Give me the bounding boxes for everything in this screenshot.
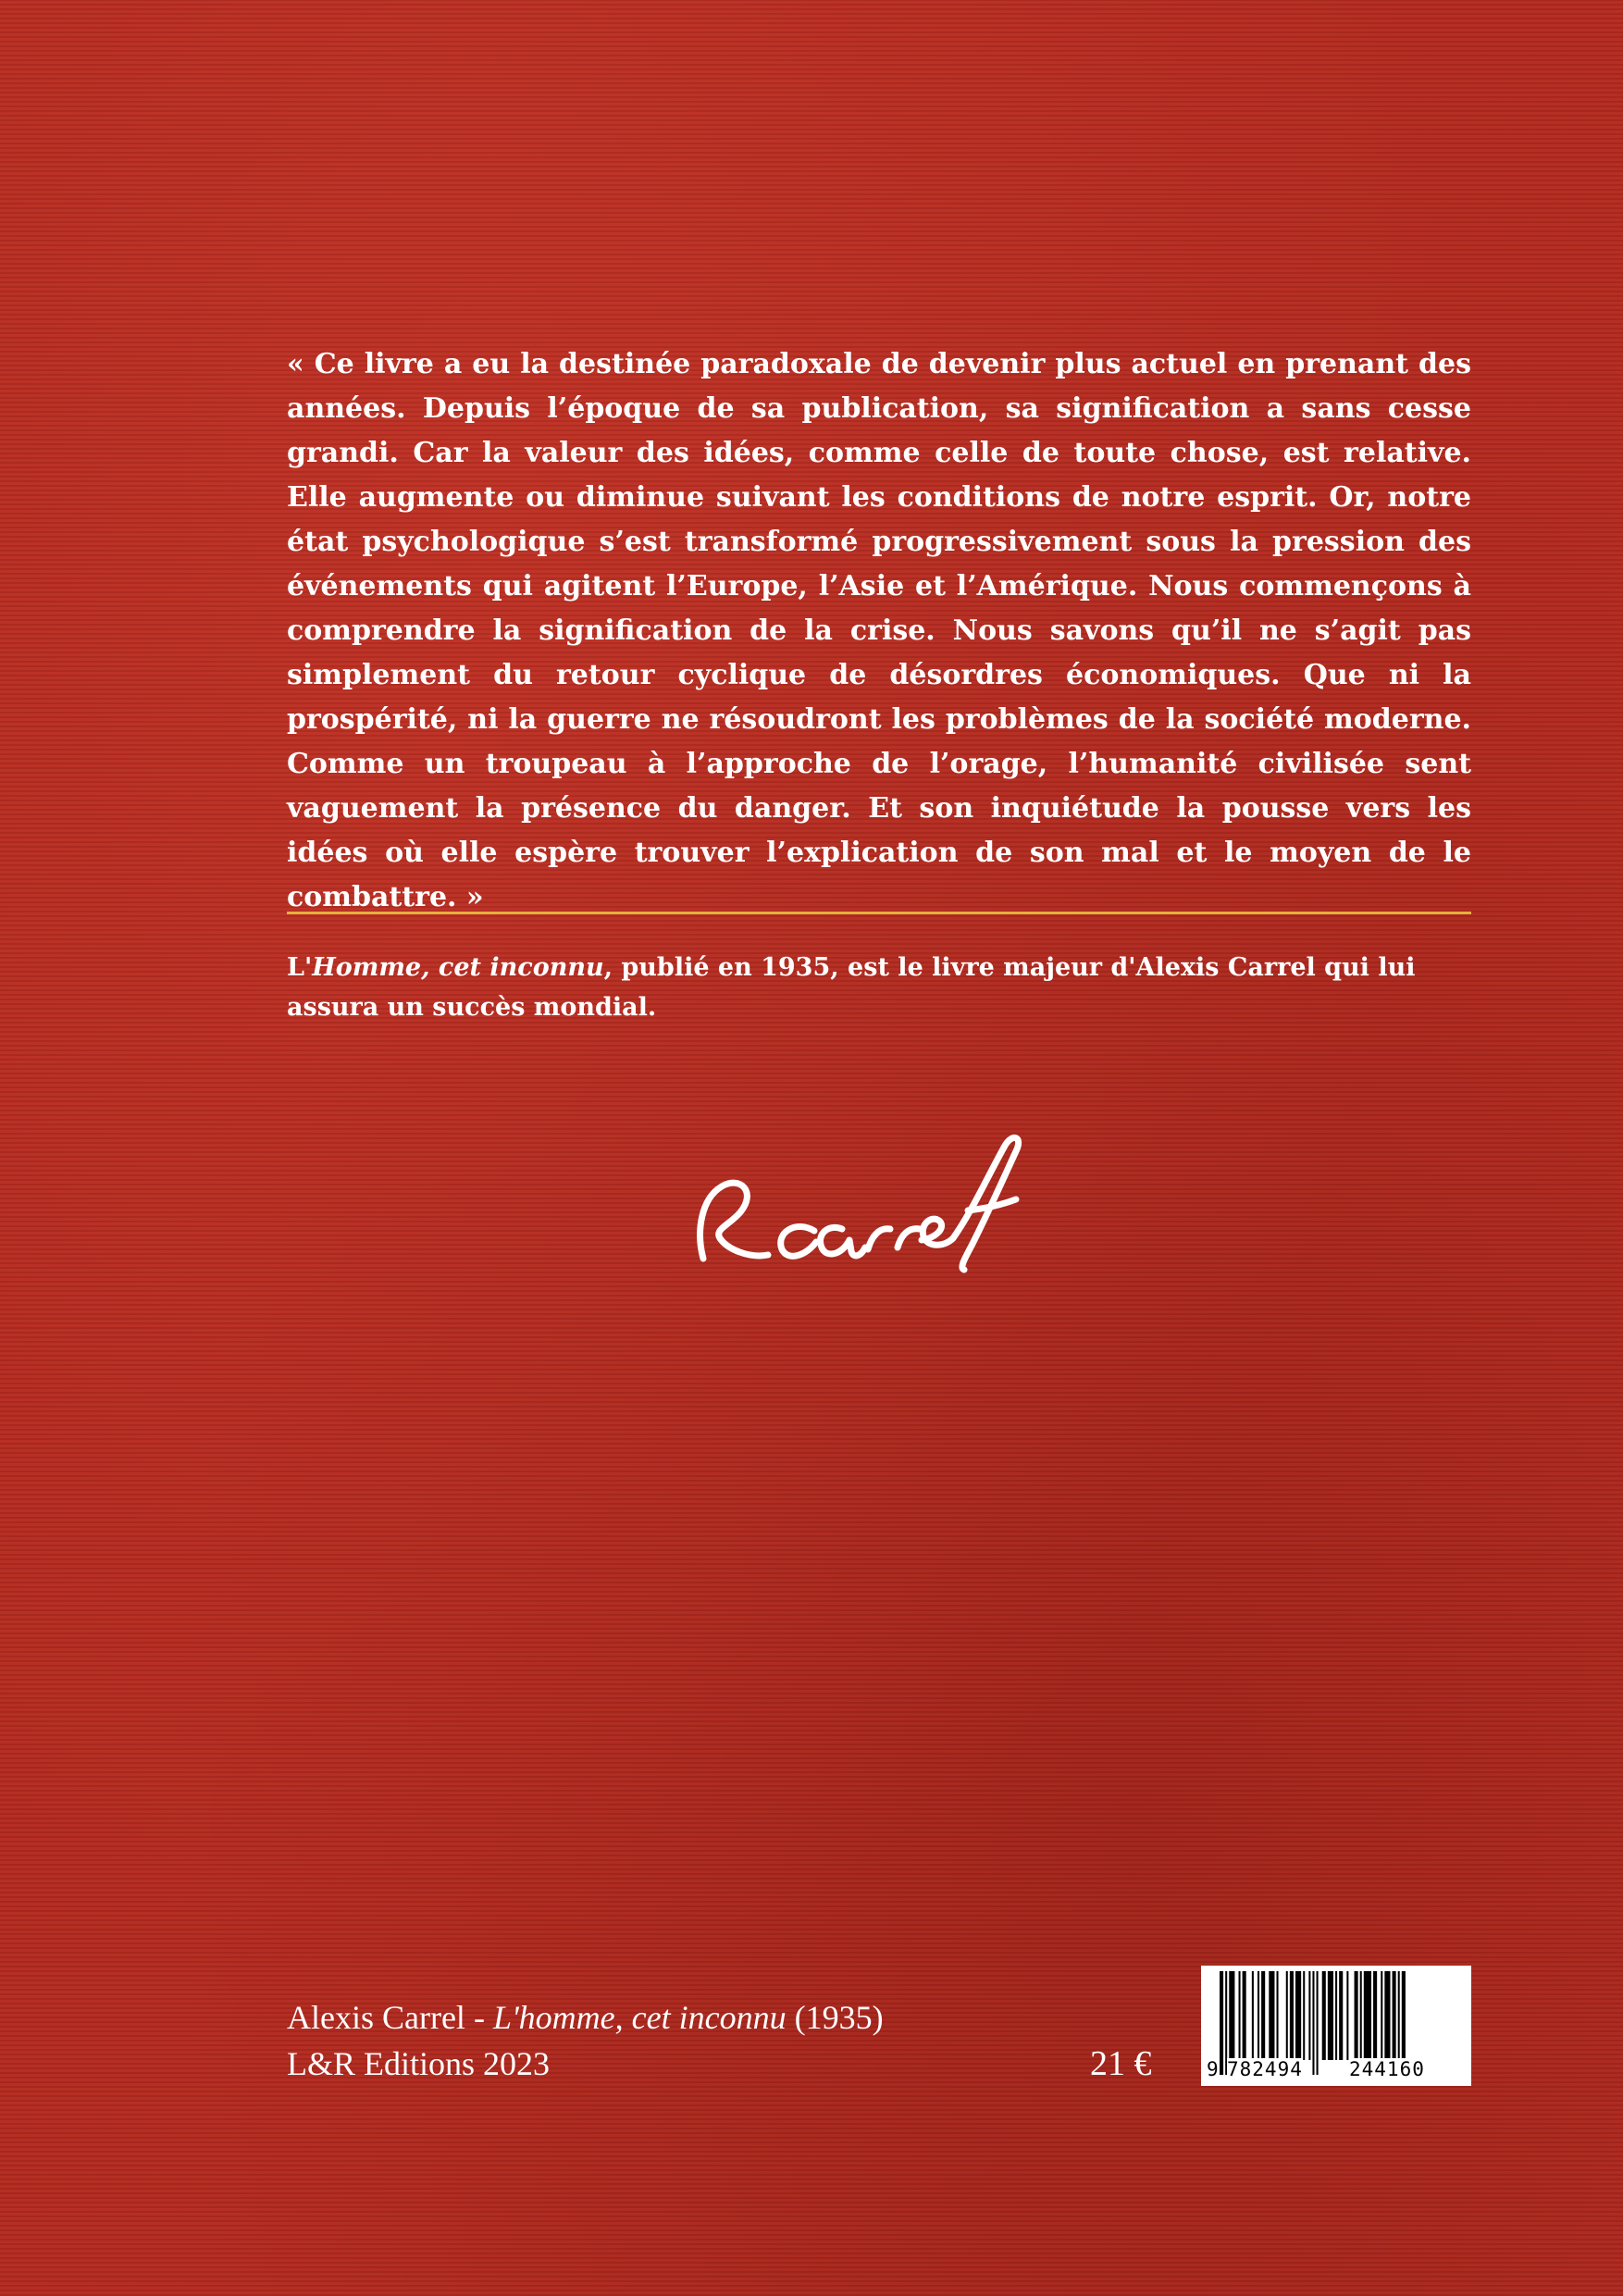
barcode-bar	[1335, 1971, 1337, 2060]
author-signature	[675, 1120, 1064, 1296]
footer-author-line	[287, 1994, 884, 2041]
barcode-bar	[1229, 1971, 1234, 2060]
barcode-left-digits: 782494	[1227, 2058, 1303, 2080]
barcode-digits	[1201, 2054, 1471, 2086]
barcode-bar	[1346, 1971, 1348, 2060]
price-label: 21 €	[1090, 2044, 1152, 2083]
barcode-bar	[1308, 1971, 1310, 2060]
barcode-bar	[1373, 1971, 1377, 2060]
barcode-bar	[1286, 1971, 1288, 2060]
barcode-bar	[1381, 1971, 1382, 2060]
isbn-barcode	[1201, 1966, 1471, 2086]
barcode-bar	[1393, 1971, 1396, 2060]
barcode-bar	[1252, 1971, 1254, 2060]
barcode-bar	[1364, 1971, 1371, 2060]
barcode-bar	[1360, 1971, 1362, 2060]
barcode-bar	[1277, 1971, 1279, 2060]
footer-book-title: L'homme, cet inconnu	[492, 1999, 787, 2036]
barcode-bar	[1328, 1971, 1333, 2060]
barcode-bar	[1243, 1971, 1246, 2060]
book-blurb	[287, 948, 1471, 1027]
back-cover-quote: « Ce livre a eu la destinée paradoxale de devenir plus actuel en prenant des années. Depuis l’époque de sa publication, sa signification a sans cesse grandi. Car la valeur des idées, comme celle de toute chose, est relative. Elle augmente ou diminue suivant les conditions de notre esprit. Or, notre état psychologique s’est transformé progressivement sous la pression des événements qui agitent l’Europe, l’Asie et l’Amérique. Nous commençons à comprendre la signification de la crise. Nous savons qu’il ne s’agit pas simplement du retour cyclique de désordres économiques. Que ni la prospérité, ni la guerre ne résoudront les problèmes de la société moderne. Comme un troupeau à l’approche de l’orage, l’humanité civilisée sent vaguement la présence du danger. Et son inquiétude la pousse vers les idées où elle espère trouver l’explication de son mal et le moyen de le combattre. »	[287, 348, 1471, 913]
blurb-prefix: L'	[287, 953, 313, 982]
cover-footer	[287, 1994, 884, 2087]
footer-publisher: L&R Editions 2023	[287, 2045, 551, 2082]
barcode-first-digit: 9	[1207, 2058, 1220, 2080]
barcode-bar	[1258, 1971, 1259, 2060]
footer-year: (1935)	[786, 1999, 884, 2036]
barcode-bar	[1303, 1971, 1305, 2060]
barcode-bar	[1355, 1971, 1358, 2060]
blurb-book-title: Homme, cet inconnu	[312, 953, 604, 982]
barcode-right-digits: 244160	[1349, 2058, 1425, 2080]
barcode-bar	[1261, 1971, 1265, 2060]
barcode-bar	[1398, 1971, 1400, 2060]
barcode-bar	[1290, 1971, 1294, 2060]
divider-rule	[287, 912, 1471, 914]
footer-author: Alexis Carrel -	[287, 1999, 493, 2036]
blurb-suffix: , publié en 1935, est le livre majeur d'Alexis Carrel qui lui assura un succès mondial.	[287, 953, 1416, 1022]
barcode-bar	[1269, 1971, 1274, 2060]
barcode-bar	[1384, 1971, 1390, 2060]
barcode-bar	[1239, 1971, 1241, 2060]
barcode-bar	[1322, 1971, 1326, 2060]
barcode-bar	[1295, 1971, 1301, 2060]
barcode-bar	[1339, 1971, 1343, 2060]
